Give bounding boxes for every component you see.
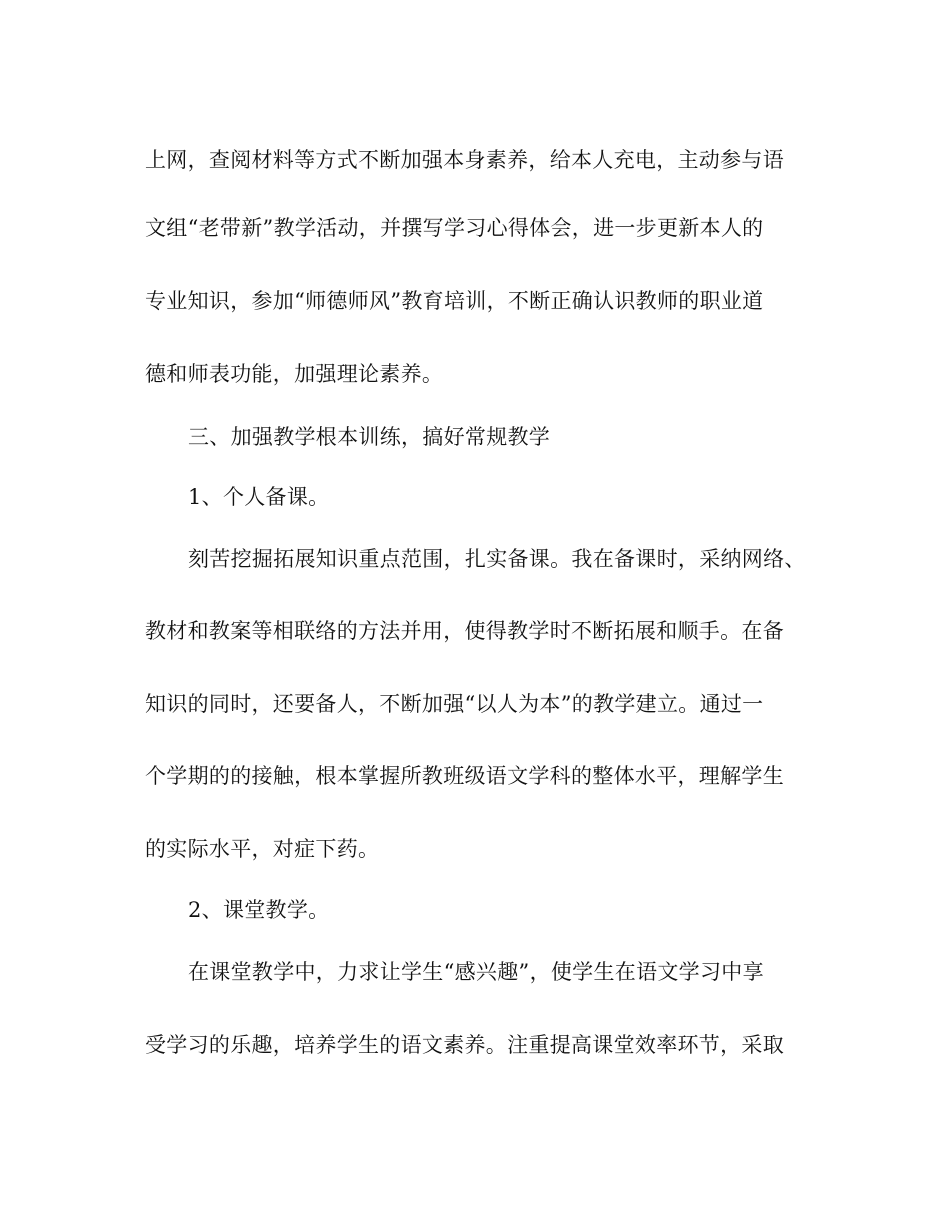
paragraph-line-2: 文组“老带新”教学活动，并撰写学习心得体会，进一步更新本人的 xyxy=(145,216,764,240)
paragraph-line-1: 上网，查阅材料等方式不断加强本身素养，给本人充电，主动参与语 xyxy=(145,148,784,172)
paragraph-line-5: 刻苦挖掘拓展知识重点范围，扎实备课。我在备课时，采纳网络、 xyxy=(188,547,806,571)
paragraph-line-8: 个学期的的接触，根本掌握所教班级语文学科的整体水平，理解学生 xyxy=(145,764,784,788)
paragraph-line-6: 教材和教案等相联络的方法并用，使得教学时不断拓展和顺手。在备 xyxy=(145,619,784,643)
paragraph-line-9: 的实际水平，对症下药。 xyxy=(145,837,380,861)
subheading-2: 2、课堂教学。 xyxy=(188,898,330,922)
paragraph-line-10: 在课堂教学中，力求让学生“感兴趣”，使学生在语文学习中享 xyxy=(188,960,764,984)
subheading-1: 1、个人备课。 xyxy=(188,485,330,509)
paragraph-line-4: 德和师表功能，加强理论素养。 xyxy=(145,362,444,386)
section-heading-3: 三、加强教学根本训练，搞好常规教学 xyxy=(188,425,551,449)
paragraph-line-7: 知识的同时，还要备人，不断加强“以人为本”的教学建立。通过一 xyxy=(145,692,764,716)
paragraph-line-3: 专业知识，参加“师德师风”教育培训，不断正确认识教师的职业道 xyxy=(145,289,764,313)
paragraph-line-11: 受学习的乐趣，培养学生的语文素养。注重提高课堂效率环节，采取 xyxy=(145,1033,784,1057)
